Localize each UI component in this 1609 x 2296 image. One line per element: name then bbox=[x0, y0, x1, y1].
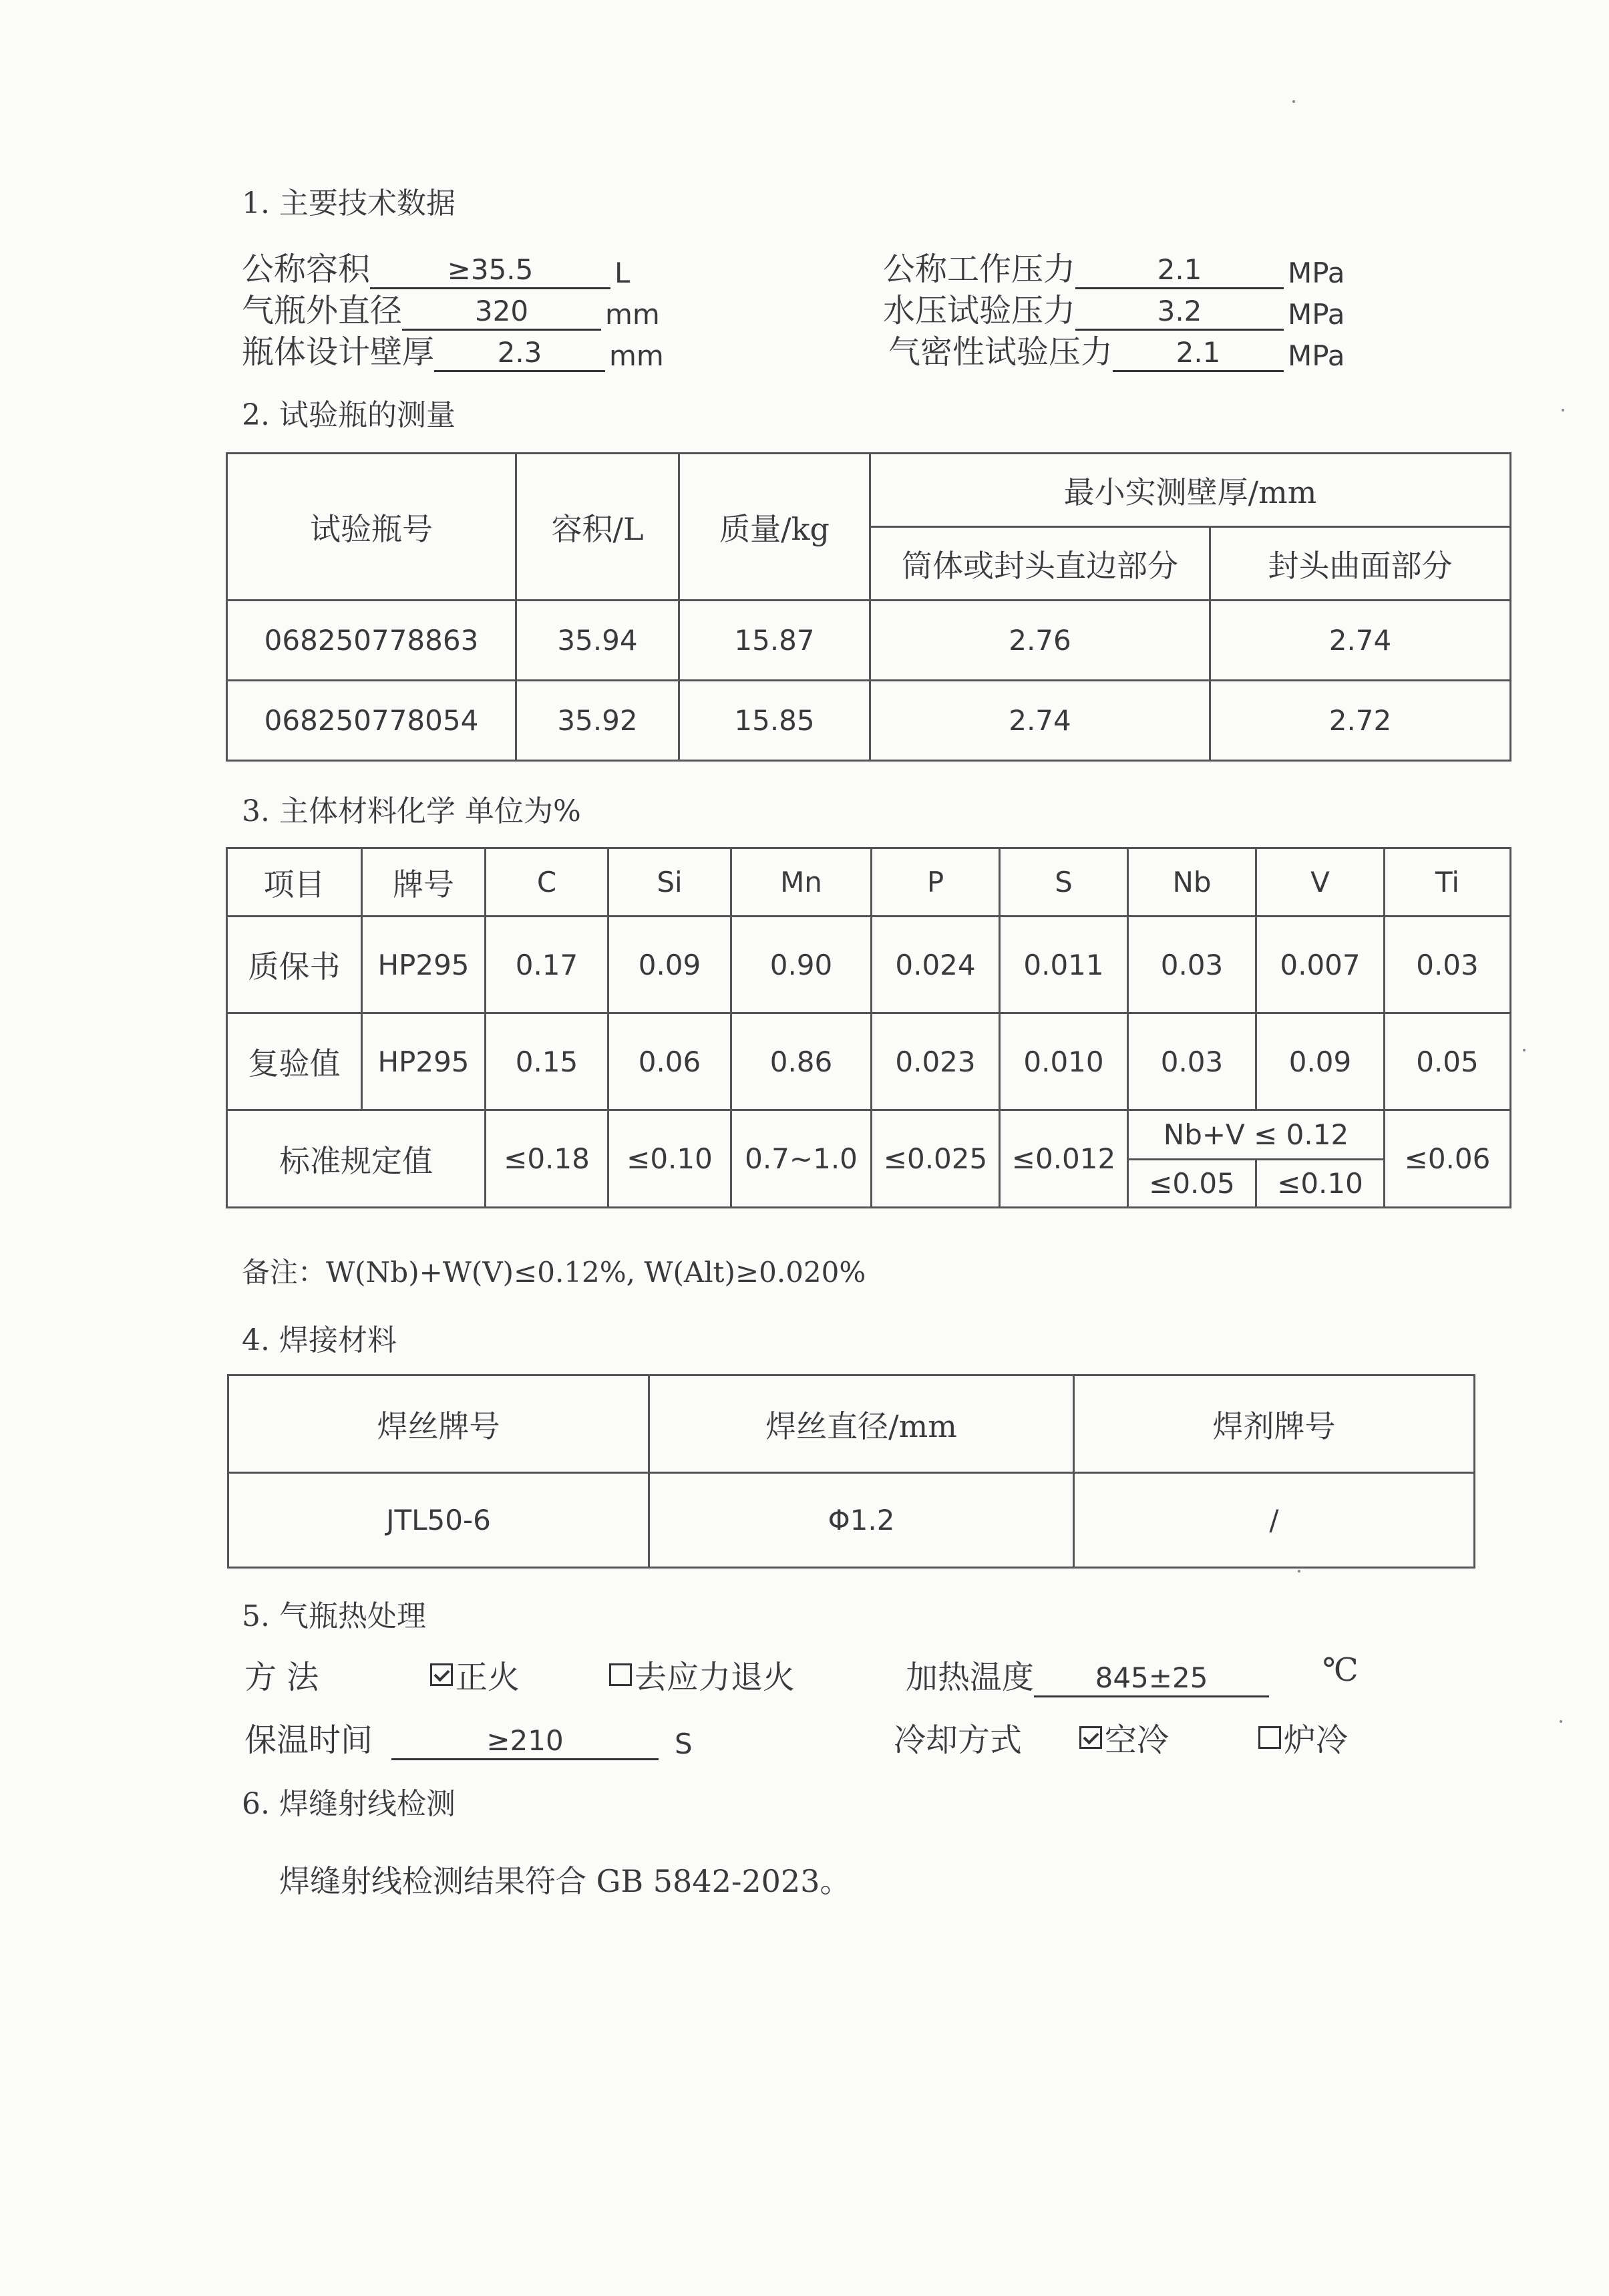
col-header-si: Si bbox=[608, 848, 731, 917]
air-cool-label: 空冷 bbox=[1105, 1721, 1170, 1759]
nb-value: 0.03 bbox=[1128, 917, 1256, 1013]
c-value: 0.17 bbox=[486, 917, 608, 1013]
section5-heading: 5. 气瓶热处理 bbox=[242, 1599, 426, 1633]
col-header-min-wall: 最小实测壁厚/mm bbox=[870, 454, 1511, 527]
col-header-p: P bbox=[872, 848, 1000, 917]
col-header-body-wall: 筒体或封头直边部分 bbox=[870, 527, 1210, 601]
hold-time-field bbox=[244, 1714, 693, 1760]
nominal-volume-label: 公称容积 bbox=[242, 251, 371, 288]
table-row bbox=[227, 601, 1511, 681]
section3-heading: 3. 主体材料化学 单位为% bbox=[242, 794, 581, 828]
scan-speck bbox=[1298, 1570, 1300, 1573]
hold-time-value: ≥210 bbox=[391, 1724, 659, 1760]
grade: HP295 bbox=[362, 917, 486, 1013]
ti-value: 0.05 bbox=[1385, 1013, 1511, 1110]
nominal-volume-unit: L bbox=[614, 257, 631, 289]
furnace-cool-checkbox[interactable] bbox=[1258, 1726, 1281, 1749]
method-label: 方 法 bbox=[244, 1659, 319, 1696]
section2-heading: 2. 试验瓶的测量 bbox=[242, 398, 456, 432]
standard-si: ≤0.10 bbox=[608, 1110, 731, 1208]
furnace-cool-label: 炉冷 bbox=[1284, 1721, 1349, 1759]
col-header-c: C bbox=[486, 848, 608, 917]
leak-pressure-value: 2.1 bbox=[1113, 335, 1284, 372]
hold-time-unit: S bbox=[675, 1728, 693, 1760]
standard-ti: ≤0.06 bbox=[1385, 1110, 1511, 1208]
heating-temp-value: 845±25 bbox=[1034, 1661, 1269, 1697]
c-value: 0.15 bbox=[486, 1013, 608, 1110]
working-pressure-value: 2.1 bbox=[1075, 253, 1284, 289]
mass: 15.87 bbox=[679, 601, 870, 681]
mn-value: 0.90 bbox=[731, 917, 872, 1013]
stress-relief-checkbox[interactable] bbox=[609, 1663, 632, 1686]
wall-thickness-label: 瓶体设计壁厚 bbox=[242, 333, 435, 371]
scan-speck bbox=[1523, 1049, 1526, 1051]
hydro-pressure-unit: MPa bbox=[1288, 298, 1345, 331]
nb-value: 0.03 bbox=[1128, 1013, 1256, 1110]
col-header-cylinder-id: 试验瓶号 bbox=[227, 454, 516, 601]
nominal-volume-value: ≥35.5 bbox=[370, 253, 610, 289]
air-cool-checkbox[interactable] bbox=[1079, 1726, 1102, 1749]
hydro-pressure-value: 3.2 bbox=[1075, 294, 1284, 331]
welding-material-table bbox=[227, 1374, 1475, 1569]
leak-pressure-field bbox=[888, 326, 1345, 372]
head-wall: 2.72 bbox=[1210, 681, 1511, 761]
ti-value: 0.03 bbox=[1385, 917, 1511, 1013]
standard-row bbox=[227, 1110, 1511, 1160]
leak-pressure-label: 气密性试验压力 bbox=[888, 333, 1113, 371]
option-furnace-cool[interactable] bbox=[1258, 1714, 1348, 1760]
scan-speck bbox=[1562, 409, 1564, 412]
wall-thickness-field bbox=[242, 326, 664, 372]
normalize-checkbox[interactable] bbox=[430, 1663, 453, 1686]
col-header-head-wall: 封头曲面部分 bbox=[1210, 527, 1511, 601]
table-row bbox=[227, 917, 1511, 1013]
option-normalize[interactable] bbox=[430, 1651, 520, 1697]
table-row bbox=[228, 1473, 1475, 1568]
head-wall: 2.74 bbox=[1210, 601, 1511, 681]
heating-temp-field bbox=[906, 1651, 1269, 1697]
grade: HP295 bbox=[362, 1013, 486, 1110]
standard-label: 标准规定值 bbox=[227, 1110, 486, 1208]
s-value: 0.011 bbox=[1000, 917, 1128, 1013]
standard-nb: ≤0.05 bbox=[1128, 1160, 1256, 1208]
heating-temp-unit: ℃ bbox=[1322, 1651, 1359, 1689]
section6-heading: 6. 焊缝射线检测 bbox=[242, 1787, 456, 1821]
si-value: 0.09 bbox=[608, 917, 731, 1013]
volume: 35.92 bbox=[516, 681, 679, 761]
row-label: 复验值 bbox=[227, 1013, 362, 1110]
leak-pressure-unit: MPa bbox=[1288, 339, 1345, 372]
col-header-item: 项目 bbox=[227, 848, 362, 917]
hydro-pressure-field bbox=[883, 285, 1345, 331]
outer-diameter-unit: mm bbox=[605, 298, 660, 331]
col-header-mass: 质量/kg bbox=[679, 454, 870, 601]
col-header-ti: Ti bbox=[1385, 848, 1511, 917]
mass: 15.85 bbox=[679, 681, 870, 761]
table-row bbox=[227, 1013, 1511, 1110]
wire-diameter: Φ1.2 bbox=[649, 1473, 1074, 1568]
chemistry-note: 备注：W(Nb)+W(V)≤0.12%, W(Alt)≥0.020% bbox=[242, 1256, 866, 1289]
p-value: 0.024 bbox=[872, 917, 1000, 1013]
heating-temp-label: 加热温度 bbox=[906, 1659, 1035, 1696]
col-header-wire-diameter: 焊丝直径/mm bbox=[649, 1375, 1074, 1473]
hydro-pressure-label: 水压试验压力 bbox=[883, 292, 1076, 329]
v-value: 0.007 bbox=[1256, 917, 1385, 1013]
col-header-flux-grade: 焊剂牌号 bbox=[1074, 1375, 1475, 1473]
standard-mn: 0.7~1.0 bbox=[731, 1110, 872, 1208]
working-pressure-field bbox=[883, 243, 1345, 289]
col-header-mn: Mn bbox=[731, 848, 872, 917]
standard-c: ≤0.18 bbox=[486, 1110, 608, 1208]
body-wall: 2.76 bbox=[870, 601, 1210, 681]
option-stress-relief[interactable] bbox=[609, 1651, 795, 1697]
outer-diameter-field bbox=[242, 285, 660, 331]
col-header-v: V bbox=[1256, 848, 1385, 917]
p-value: 0.023 bbox=[872, 1013, 1000, 1110]
col-header-wire-grade: 焊丝牌号 bbox=[228, 1375, 649, 1473]
col-header-volume: 容积/L bbox=[516, 454, 679, 601]
nominal-volume-field bbox=[242, 243, 630, 289]
chemistry-table bbox=[226, 847, 1511, 1208]
flux-grade: / bbox=[1074, 1473, 1475, 1568]
radiography-result: 焊缝射线检测结果符合 GB 5842-2023。 bbox=[279, 1863, 851, 1899]
standard-nb-v: Nb+V ≤ 0.12 bbox=[1128, 1110, 1385, 1160]
col-header-nb: Nb bbox=[1128, 848, 1256, 917]
mn-value: 0.86 bbox=[731, 1013, 872, 1110]
section1-heading: 1. 主要技术数据 bbox=[242, 186, 456, 220]
si-value: 0.06 bbox=[608, 1013, 731, 1110]
cylinder-id: 068250778863 bbox=[227, 601, 516, 681]
cooling-label: 冷却方式 bbox=[894, 1721, 1023, 1759]
body-wall: 2.74 bbox=[870, 681, 1210, 761]
section4-heading: 4. 焊接材料 bbox=[242, 1323, 397, 1357]
row-label: 质保书 bbox=[227, 917, 362, 1013]
v-value: 0.09 bbox=[1256, 1013, 1385, 1110]
hold-time-label: 保温时间 bbox=[244, 1721, 373, 1759]
working-pressure-unit: MPa bbox=[1288, 257, 1345, 289]
s-value: 0.010 bbox=[1000, 1013, 1128, 1110]
cylinder-measurement-table bbox=[226, 452, 1511, 762]
col-header-grade: 牌号 bbox=[362, 848, 486, 917]
wall-thickness-value: 2.3 bbox=[434, 335, 605, 372]
working-pressure-label: 公称工作压力 bbox=[883, 251, 1076, 288]
scan-speck bbox=[1292, 100, 1295, 103]
outer-diameter-label: 气瓶外直径 bbox=[242, 292, 403, 329]
wall-thickness-unit: mm bbox=[609, 339, 664, 372]
wire-grade: JTL50-6 bbox=[228, 1473, 649, 1568]
stress-relief-label: 去应力退火 bbox=[635, 1659, 795, 1696]
standard-s: ≤0.012 bbox=[1000, 1110, 1128, 1208]
col-header-s: S bbox=[1000, 848, 1128, 917]
standard-v: ≤0.10 bbox=[1256, 1160, 1385, 1208]
cylinder-id: 068250778054 bbox=[227, 681, 516, 761]
normalize-label: 正火 bbox=[456, 1659, 520, 1696]
standard-p: ≤0.025 bbox=[872, 1110, 1000, 1208]
table-row bbox=[227, 681, 1511, 761]
outer-diameter-value: 320 bbox=[402, 294, 601, 331]
option-air-cool[interactable] bbox=[1079, 1714, 1169, 1760]
volume: 35.94 bbox=[516, 601, 679, 681]
scan-speck bbox=[1560, 1720, 1562, 1723]
